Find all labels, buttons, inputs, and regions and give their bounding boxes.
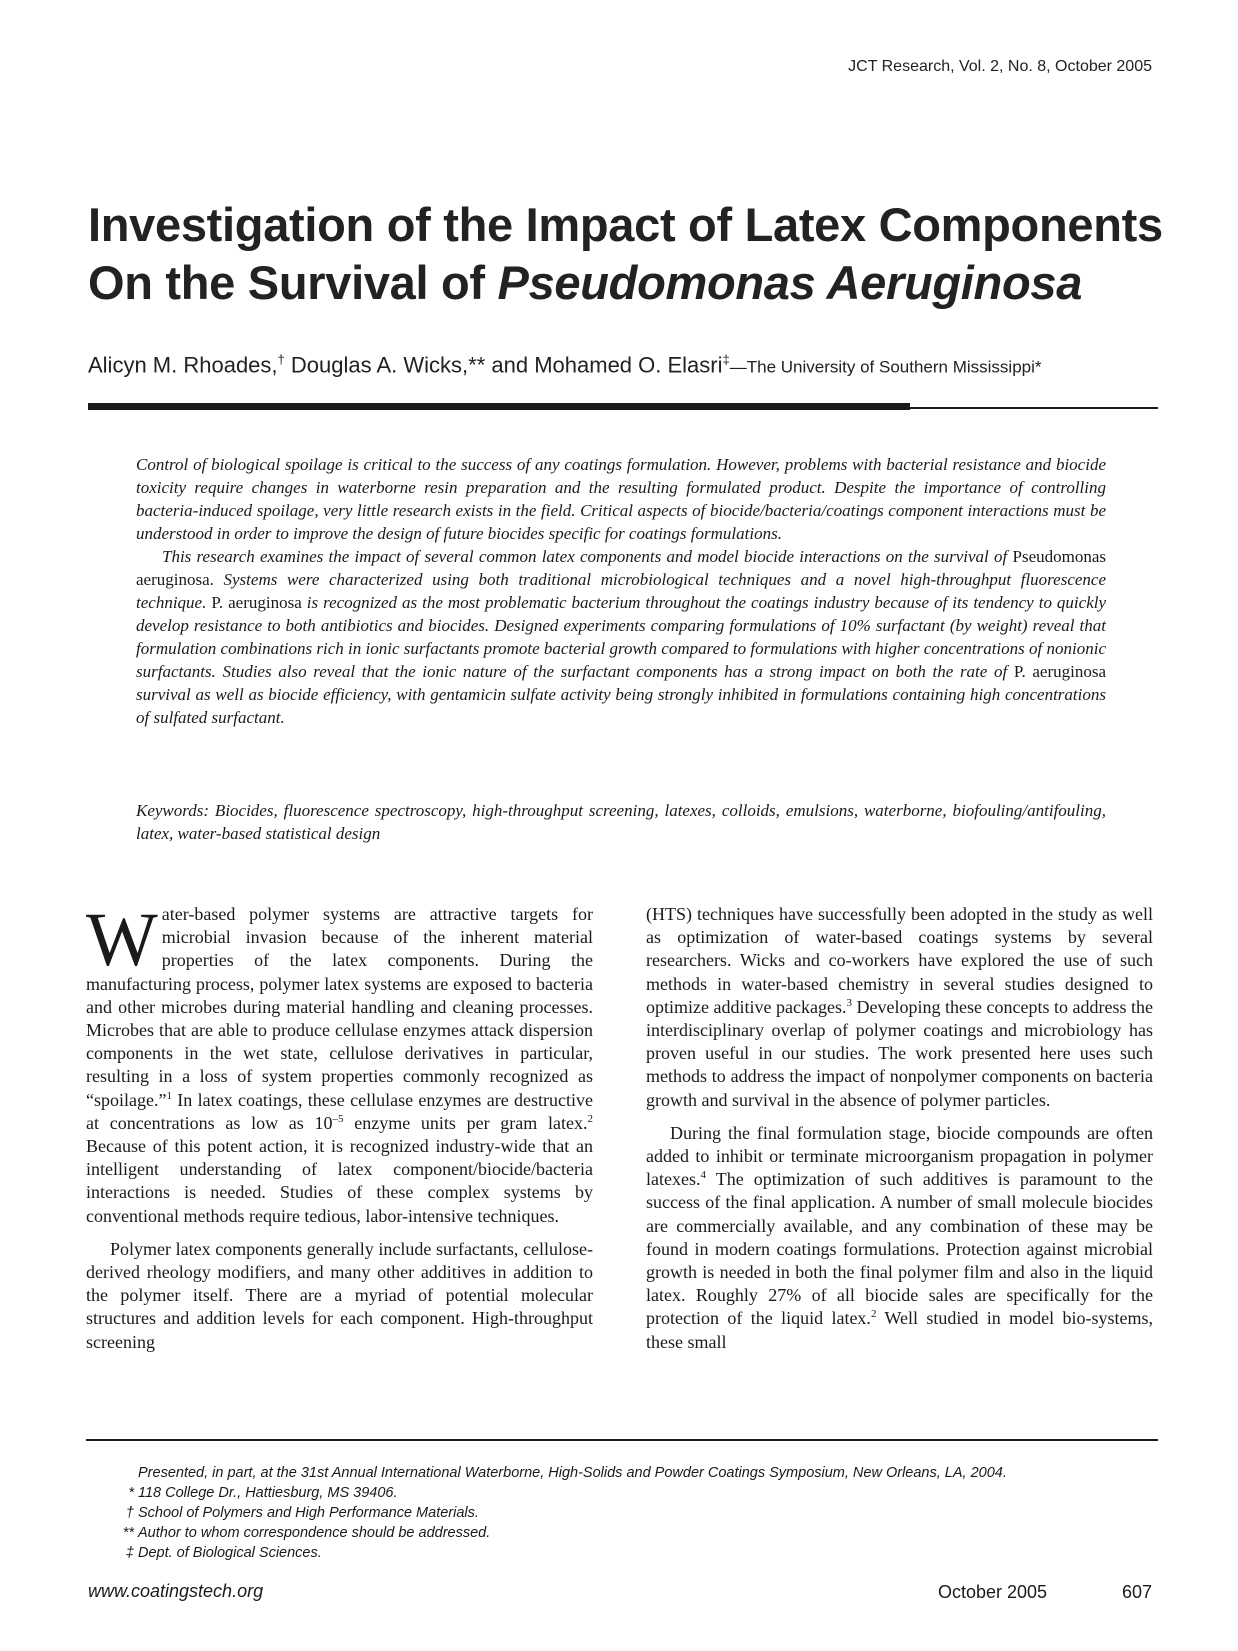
species-name: Pseudomonas aeruginosa. [136,547,1106,589]
abstract-paragraph-2 [136,545,1106,729]
footer-website-link[interactable]: www.coatingstech.org [88,1581,264,1601]
footnote [86,1523,1158,1543]
body-column-right [646,903,1153,1354]
body-text: Developing these concepts to address the interdisciplinary overlap of polymer coatings and microbiology has proven useful in our studies. The work presented here uses such methods to address the impact of nonpolymer components on bacteria growth and survival in the absence of polymer particles. [646,996,1153,1110]
body-text: Well studied in model bio-systems, these small [646,1308,1153,1352]
running-head: JCT Research, Vol. 2, No. 8, October 2005 [848,58,1152,75]
drop-cap: W [86,898,158,982]
body-paragraph [86,898,593,1228]
author-3-mark: ‡ [722,352,730,367]
footnote-mark: ** [122,1525,134,1541]
body-text: ater-based polymer systems are attractive targets for microbial invasion because of the inherent material properties of the latex components. During the manufacturing process, polymer latex systems are exposed to bacteria and other microbes during material handling and cleaning processes. Microbes that are able to produce cellulase enzymes attack dispersion components in the wet state, cellulose derivatives in particular, resulting in a loss of system properties commonly recognized as “spoilage.” [86,904,593,1110]
footnote-mark: * [128,1485,134,1501]
abstract-text: This research examines the impact of several common latex components and model biocide interactions on the survival of [162,547,1013,566]
abstract-text: Systems were characterized using both traditional microbiological techniques and a novel high-throughput fluorescence technique. [136,570,1106,612]
abstract-text: is recognized as the most problematic bacterium throughout the coatings industry because of its tendency to quickly develop resistance to both antibiotics and biocides. Designed experiments comparing formulations of 10% surfactant (by weight) reveal that formulation combinations rich in ionic surfactants promote bacterial growth compared to formulations with higher concentrations of nonionic surfactants. Studies also reveal that the ionic nature of the surfactant components has a strong impact on both the rate of [136,593,1107,681]
footnote-text: Author to whom correspondence should be addressed. [138,1525,491,1541]
body-text: The optimization of such additives is paramount to the success of the final application. A number of small molecule biocides are commercially available, and any combination of these may be found in modern coatings formulations. Protection against microbial growth is needed in both the final polymer film and also in the liquid latex. Roughly 27% of all biocide sales are specifically for the protection of the liquid latex. [646,1169,1153,1329]
author-1-mark: † [277,352,285,367]
footnotes [86,1463,1158,1563]
affiliation: —The University of Southern Mississippi* [729,357,1042,377]
title-species: Pseudomonas Aeruginosa [497,256,1083,309]
footer-date: October 2005 [938,1582,1048,1602]
species-name: P. aeruginosa [1013,662,1106,681]
footnote [86,1503,1158,1523]
author-1: Alicyn M. Rhoades, [88,352,278,378]
keywords: Keywords: Biocides, fluorescence spectroscopy, high-throughput screening, latexes, colloids, emulsions, waterborne, biofouling/antifouling, latex, water-based statistical design [136,801,1106,843]
body-text: In latex coatings, these cellulase enzymes are destructive at concentrations as low as 10 [86,1089,593,1133]
abstract [136,453,1106,729]
title-rule-thin [910,407,1158,409]
body-column-left [86,898,593,1354]
article-title [88,196,1168,312]
footnote [86,1483,1158,1503]
body-text: (HTS) techniques have successfully been adopted in the study as well as optimization of water-based coatings systems by several researchers. Wicks and co-workers have explored the use of such methods in water-based chemistry in several studies designed to optimize additive packages. [646,904,1153,1017]
footnote-rule [86,1439,1158,1441]
body-text: Because of this potent action, it is recognized industry-wide that an intelligent understanding of latex component/biocide/bacteria interactions is needed. Studies of these complex systems by conventional methods require tedious, labor-intensive techniques. [86,1136,593,1226]
footnote-text: Presented, in part, at the 31st Annual International Waterborne, High-Solids and Powder Coatings Symposium, New Orleans, LA, 2004. [138,1465,1007,1481]
footnote-mark: ‡ [125,1545,134,1561]
body-paragraph [646,903,1153,1112]
body-paragraph [646,1122,1153,1354]
title-line-2: On the Survival of [88,256,498,309]
reference-mark: 3 [846,996,852,1009]
title-rule-thick [88,403,910,410]
body-paragraph: Polymer latex components generally include surfactants, cellulose-derived rheology modifiers, and many other additives in addition to the polymer itself. There are a myriad of potential molecular structures and addition levels for each component. High-throughput screening [86,1238,593,1352]
footnote [86,1463,1158,1483]
body-text: During the final formulation stage, biocide compounds are often added to inhibit or terminate microorganism propagation in polymer latexes. [646,1122,1153,1190]
title-line-1: Investigation of the Impact of Latex Components [88,198,1163,251]
abstract-text: survival as well as biocide efficiency, with gentamicin sulfate activity being strongly inhibited in formulations containing high concentrations of sulfated surfactant. [136,685,1106,727]
author-line [88,352,1042,378]
footnote-text: 118 College Dr., Hattiesburg, MS 39406. [138,1485,398,1501]
footnote-mark: † [125,1505,134,1521]
author-2-3: Douglas A. Wicks,** and Mohamed O. Elasri [284,352,723,378]
footnote-text: School of Polymers and High Performance Materials. [138,1505,479,1521]
page-number: 607 [1122,1582,1153,1602]
body-text: enzyme units per gram latex. [343,1112,588,1133]
reference-mark: 2 [587,1112,593,1125]
species-name: P. aeruginosa [211,593,302,612]
reference-mark: 1 [166,1089,172,1102]
exponent: –5 [332,1112,344,1125]
reference-mark: 2 [870,1308,877,1321]
footnote-text: Dept. of Biological Sciences. [138,1545,322,1561]
footnote [86,1543,1158,1563]
reference-mark: 4 [700,1169,706,1182]
abstract-paragraph-1: Control of biological spoilage is critical to the success of any coatings formulation. However, problems with bacterial resistance and biocide toxicity require changes in waterborne resin preparation and the resulting formulated product. Despite the importance of controlling bacteria-induced spoilage, very little research exists in the field. Critical aspects of biocide/bacteria/coatings component interactions must be understood in order to improve the design of future biocides specific for coatings formulations. [136,455,1106,543]
